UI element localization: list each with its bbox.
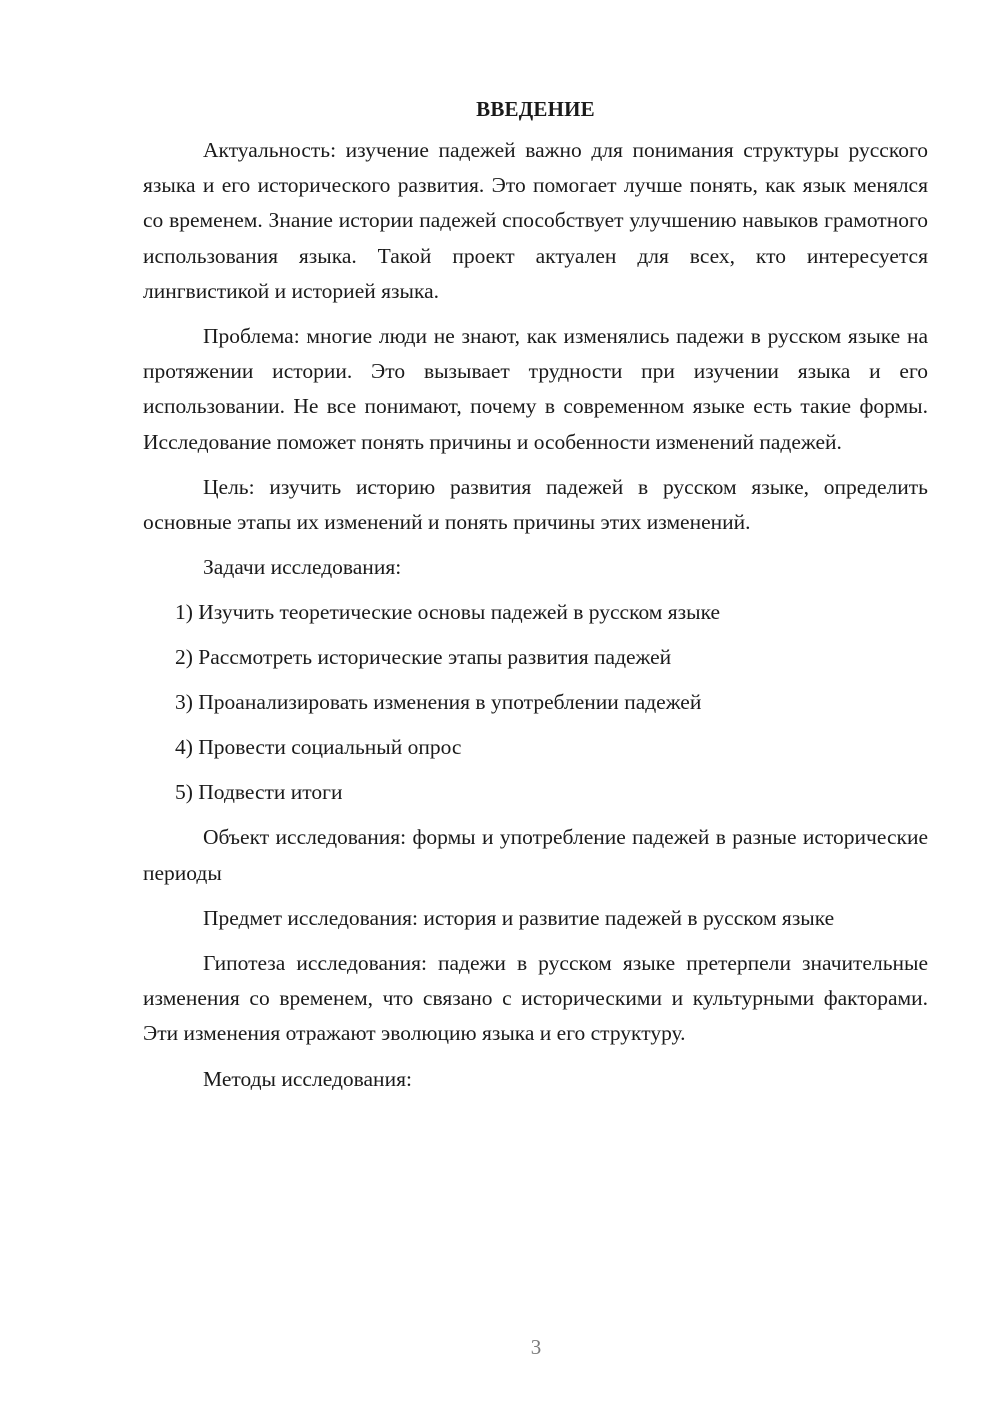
list-item: 1) Изучить теоретические основы падежей в русском языке (175, 600, 721, 625)
goal-paragraph: Цель: изучить историю развития падежей в русском языке, определить основные этапы их изменений и понять причины этих изменений. (143, 474, 928, 535)
page-number: 3 (530, 1335, 542, 1359)
object-paragraph: Объект исследования: формы и употребление падежей в разные исторические периоды (143, 825, 928, 885)
section-heading: ВВЕДЕНИЕ (476, 97, 595, 121)
document-page (143, 92, 928, 1107)
tasks-intro: Задачи исследования: (203, 555, 402, 580)
tasks-list (143, 595, 928, 810)
relevance-paragraph: Актуальность: изучение падежей важно для понимания структуры русского языка и его исторического развития. Это помогает лучше понять, как язык менялся со временем. Знание истории падежей способствует улучшению навыков грамотного использования языка. Такой проект актуален для всех, кто интересуется лингвистикой и историей языка. (143, 138, 928, 303)
list-item: 2) Рассмотреть исторические этапы развития падежей (175, 645, 672, 670)
hypothesis-paragraph: Гипотеза исследования: падежи в русском языке претерпели значительные изменения со временем, что связано с историческими и культурными факторами. Эти изменения отражают эволюцию языка и его структуру. (143, 951, 928, 1046)
problem-paragraph: Проблема: многие люди не знают, как изменялись падежи в русском языке на протяжении истории. Это вызывает трудности при изучении языка и его использовании. Не все понимают, почему в современном языке есть такие формы. Исследование поможет понять причины и особенности изменений падежей. (143, 324, 928, 454)
methods-intro: Методы исследования: (203, 1066, 412, 1091)
list-item: 5) Подвести итоги (175, 780, 343, 805)
subject-paragraph: Предмет исследования: история и развитие падежей в русском языке (203, 905, 835, 930)
list-item: 4) Провести социальный опрос (175, 735, 462, 760)
list-item: 3) Проанализировать изменения в употреблении падежей (175, 690, 702, 715)
